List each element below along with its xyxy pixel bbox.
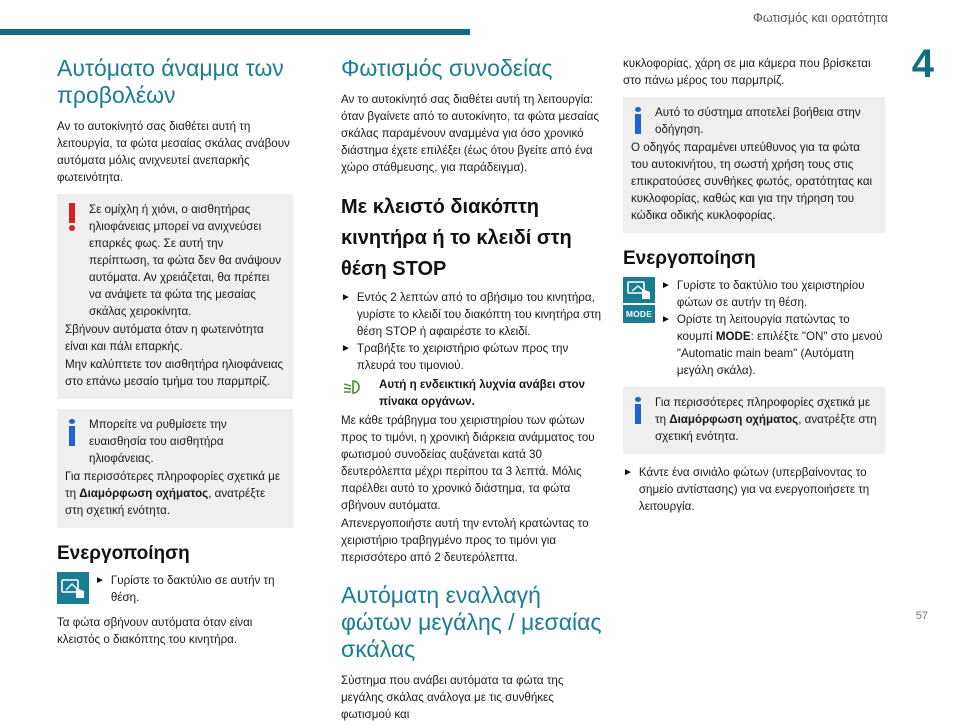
warning-text: Σε ομίχλη ή χιόνι, ο αισθητήρας ηλιοφάνειας μπορεί να ανιχνεύσει επαρκές φως. Σε αυτή την περίπτωση, τα φώτα δεν θα ανάψουν αυτόματα. Αν χρειάζεται, θα πρέπει να ανάψετε τα φώτα της μεσαίας σκάλας χειροκίνητα. [89,203,281,318]
intro-text: Αν το αυτοκίνητό σας διαθέτει αυτή τη λειτουργία: όταν βγαίνετε από το αυτοκίνητο, τα φώτα μεσαίας σκάλας παραμένουν αναμμένα για όσο χρονικό διάστημα έχετε επιλέξει (έως ότου βγείτε από ένα χώρο στάθμευσης, για παράδειγμα). [341,93,600,174]
continued-text: κυκλοφορίας, χάρη σε μια κάμερα που βρίσκεται στο πάνω μέρος του παρμπρίζ. [623,57,871,87]
mode-button-icon: MODE [623,305,655,323]
info-box [57,409,293,528]
intro-text: Αν το αυτοκίνητό σας διαθέτει αυτή τη λειτουργία, τα φώτα μεσαίας σκάλας ανάβουν αυτόματα μόλις ανιχνευτεί ανεπαρκής φωτεινότητα. [57,120,290,184]
info-icon [635,404,641,424]
column-3 [623,55,885,515]
outro-text: Τα φώτα σβήνουν αυτόματα όταν είναι κλειστός ο διακόπτης του κινητήρα. [57,616,253,646]
info-icon [635,114,641,134]
body-text: Με κάθε τράβηγμα του χειριστηρίου των φώτων προς το τιμόνι, η χρονική διάρκεια ανάμματος του φωτισμού συνοδείας αυξάνεται κατά 30 δευτερόλεπτα μέχρι περίπου τα 3 λεπτά. Μόλις παρέλθει αυτό το χρονικό διάστημα, τα φώτα σβήνουν αυτόματα. [341,414,595,512]
warning-exclamation-icon [69,203,75,223]
section-heading-auto-main-beam: Αυτόματη εναλλαγή φώτων μεγάλης / μεσαίας σκάλας [341,582,602,662]
indicator-row [341,376,603,410]
info-text-config: Για περισσότερες πληροφορίες σχετικά με τη Διαμόρφωση οχήματος, ανατρέξτε στη σχετική ενότητα. [65,470,281,517]
activation-heading: Ενεργοποίηση [57,543,190,564]
warning-text: Μην καλύπτετε τον αισθητήρα ηλιοφάνειας στο επάνω μεσαίο τμήμα του παρμπρίζ. [65,358,284,388]
warning-box [57,194,293,399]
header-accent-bar [0,29,470,35]
touchscreen-icon [623,277,655,303]
chapter-number: 4 [911,42,934,86]
column-2 [341,55,603,724]
body-text: Απενεργοποιήστε αυτή την εντολή κρατώντας το χειριστήριο τραβηγμένο προς το τιμόνι για περισσότερο από 2 δευτερόλεπτα. [341,517,589,564]
section-heading-follow-me-home: Φωτισμός συνοδείας [341,55,553,81]
indicator-text: Αυτή η ενδεικτική λυχνία ανάβει στον πίνακα οργάνων. [379,378,585,408]
instruction-step: ► Τραβήξτε το χειριστήριο φώτων προς την πλευρά του τιμονιού. [341,342,569,372]
engine-off-heading: Με κλειστό διακόπτη κινητήρα ή το κλειδί στη θέση STOP [341,196,572,280]
info-box [623,387,885,454]
activation-step: ► Γυρίστε το δακτύλιο σε αυτήν τη θέση. [57,572,293,606]
activation-steps [623,277,885,379]
warning-text: Σβήνουν αυτόματα όταν η φωτεινότητα είναι και πάλι επαρκής. [65,323,264,353]
auto-intro-text: Σύστημα που ανάβει αυτόματα τα φώτα της μεγάλης σκάλας ανάλογα με τις συνθήκες φωτισμού και [341,674,564,721]
instruction-step: ► Εντός 2 λεπτών από το σβήσιμο του κινητήρα, γυρίστε το κλειδί του διακόπτη του κινητήρα στη θέση STOP ή αφαιρέστε το κλειδί. [341,291,602,338]
page-number: 57 [915,610,928,622]
activation-step-text: Γυρίστε το δακτύλιο σε αυτήν τη θέση. [110,574,275,604]
touchscreen-icon [57,572,89,604]
info-box [623,97,885,233]
headlamp-indicator-icon [341,376,373,398]
activation-heading: Ενεργοποίηση [623,248,756,269]
info-icon [69,426,75,446]
info-text: Ο οδηγός παραμένει υπεύθυνος για τα φώτα του αυτοκινήτου, τη σωστή χρήση τους στις επικρατούσες συνθήκες φωτός, ορατότητας και κυκλοφορίας, καθώς και για την τήρηση του κώδικα οδικής κυκλοφορίας. [631,141,873,222]
instruction-step: ► Γυρίστε το δακτύλιο του χειριστηρίου φώτων σε αυτήν τη θέση. [661,279,865,309]
column-1 [57,55,293,649]
section-heading-auto-headlamps: Αυτόματο άναμμα των προβολέων [57,55,284,108]
instruction-step: ► Κάντε ένα σινιάλο φώτων (υπερβαίνοντας το σημείο αντίστασης) για να ενεργοποιήσετε τη λειτουργία. [623,466,870,513]
instruction-step: ► Ορίστε τη λειτουργία πατώντας το κουμπί MODE: επιλέξτε "ON" στο μενού "Automatic main beam" (Αυτόματη μεγάλη σκάλα). [661,313,883,377]
info-text: Μπορείτε να ρυθμίσετε την ευαισθησία του αισθητήρα ηλιοφάνειας. [89,418,227,465]
info-text-config: Για περισσότερες πληροφορίες σχετικά με τη Διαμόρφωση οχήματος, ανατρέξτε στη σχετική ενότητα. [655,396,877,443]
info-text: Αυτό το σύστημα αποτελεί βοήθεια στην οδήγηση. [655,106,861,136]
page-header-title: Φωτισμός και ορατότητα [752,11,888,25]
